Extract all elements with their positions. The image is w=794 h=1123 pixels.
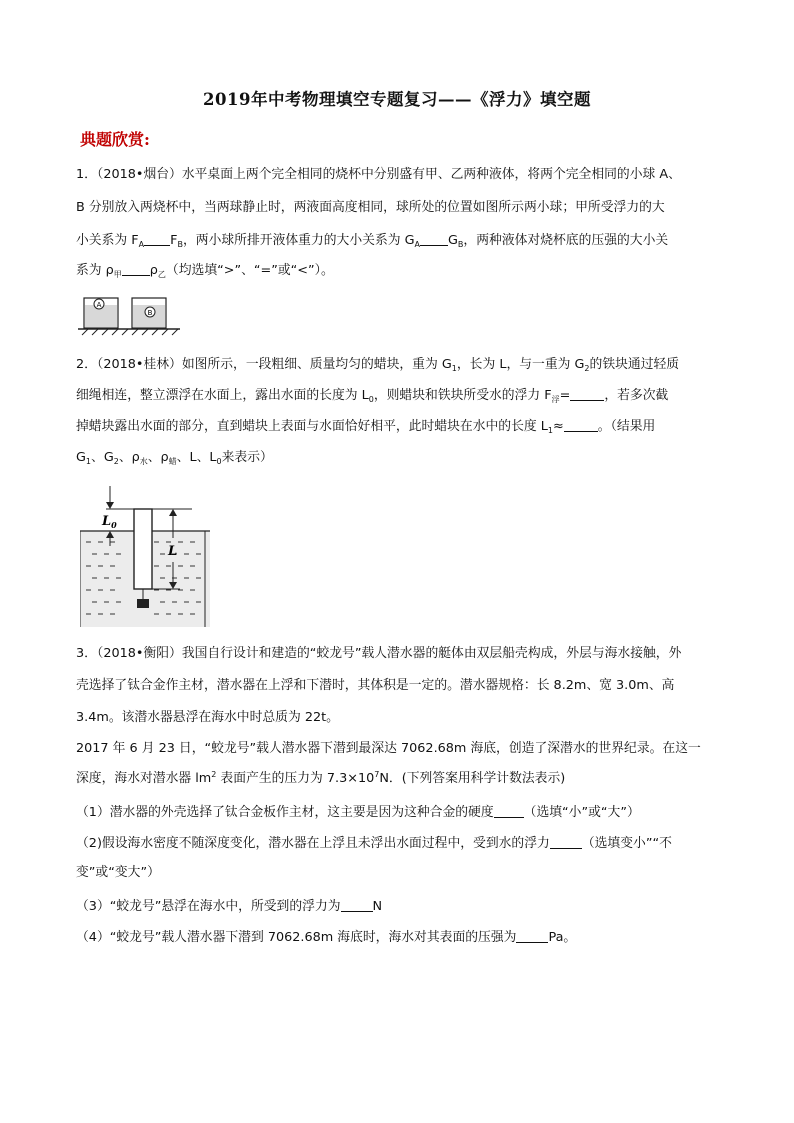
q3-line-4: 2017 年 6 月 23 日，“蛟龙号”载人潜水器下潜到最深达 7062.68m 海底，创造了深潜水的世界纪录。在这一 [76, 741, 701, 756]
q3-blank-4[interactable] [516, 929, 548, 943]
q1-line-1: 1．（2018•烟台）水平桌面上两个完全相同的烧杯中分别盛有甲、乙两种液体，将两个完全相同的小球 A、 [76, 167, 681, 182]
iron-block [137, 599, 149, 608]
l-arrow-top-head [169, 509, 177, 516]
q2-wax-block-figure [80, 478, 210, 628]
q2-line-1: 2．（2018•桂林）如图所示，一段粗细、质量均匀的蜡块，重为 $G_1$，长为 L，与一重为 $G_2$的铁块通过轻质 [76, 357, 680, 373]
q2-blank-2[interactable] [564, 418, 598, 432]
q3-line-5: 深度，海水对潜水器 $lm^2$ 表面产生的压力为 $7.3\times 10^7N$．(下列答案用科学计数法表示) [76, 770, 566, 786]
wax-block [134, 509, 152, 589]
page-title: 2019年中考物理填空专题复习——《浮力》填空题 [203, 90, 591, 109]
q1-line-3: 小关系为 $F_A$ $F_B$，两小球所排开液体重力的大小关系为 $G_A$ $G_B$，两种液体对烧杯底的压强的大小关 [76, 233, 669, 249]
q3-line-1: 3．（2018•衡阳）我国自行设计和建造的“蛟龙号”载人潜水器的艇体由双层船壳构成，外层与海水接触，外 [76, 646, 682, 661]
section-heading: 典题欣赏: [80, 130, 150, 149]
q2-line-2: 细绳相连，整立漂浮在水面上，露出水面的长度为 $L_0$，则蜡块和铁块所受水的浮力 $F_浮=$ ，若多次截 [76, 388, 669, 404]
table-hatching [82, 329, 178, 335]
q3-sub-2: （2)假设海水密度不随深度变化，潜水器在上浮且未浮出水面过程中，受到水的浮力 （选填变小”“不 [76, 836, 672, 851]
l0-arrow-top-head [106, 502, 114, 509]
ball-a-label: A [96, 301, 102, 309]
q3-line-3: 3.4m。该潜水器悬浮在海水中时总质为 22t。 [76, 710, 339, 725]
q3-blank-3[interactable] [341, 898, 373, 912]
q1-line-4: 系为 $\rho_甲$ $\rho_乙$（均选填“>”、“=”或“<”）。 [76, 263, 334, 279]
q3-sub-2-continued: 变”或“变大”） [76, 865, 160, 880]
q2-line-3: 掉蜡块露出水面的部分，直到蜡块上表面与水面恰好相平，此时蜡块在水中的长度 $L_1\approx$ 。（结果用 [76, 419, 656, 435]
q3-blank-1[interactable] [494, 804, 524, 818]
l-label: L [168, 544, 178, 559]
q2-line-4: $G_1$、$G_2$、$\rho_水$、$\rho_蜡$、L、$L_0$来表示） [76, 450, 273, 466]
q1-line-2: B 分别放入两烧杯中，当两球静止时，两液面高度相同，球所处的位置如图所示两小球；甲所受浮力的大 [76, 200, 665, 215]
ball-b-label: B [147, 309, 153, 317]
q1-blank-2[interactable] [420, 232, 448, 246]
q1-blank-1[interactable] [144, 232, 170, 246]
l0-label: $L_0$ [102, 514, 117, 530]
q3-sub-1: （1）潜水器的外壳选择了钛合金板作主材，这主要是因为这种合金的硬度 （选填“小”或“大”） [76, 805, 640, 820]
q1-beakers-figure [78, 291, 180, 337]
q2-blank-1[interactable] [570, 387, 604, 401]
q3-blank-2[interactable] [550, 835, 582, 849]
q3-line-2: 壳选择了钛合金作主材，潜水器在上浮和下潜时，其体积是一定的。潜水器规格：长 8.2m、宽 3.0m、高 [76, 678, 675, 693]
q3-sub-3: （3）“蛟龙号”悬浮在海水中，所受到的浮力为 N [76, 899, 383, 914]
q3-sub-4: （4）“蛟龙号”载人潜水器下潜到 7062.68m 海底时，海水对其表面的压强为 Pa。 [76, 930, 577, 945]
q1-blank-3[interactable] [122, 262, 150, 276]
